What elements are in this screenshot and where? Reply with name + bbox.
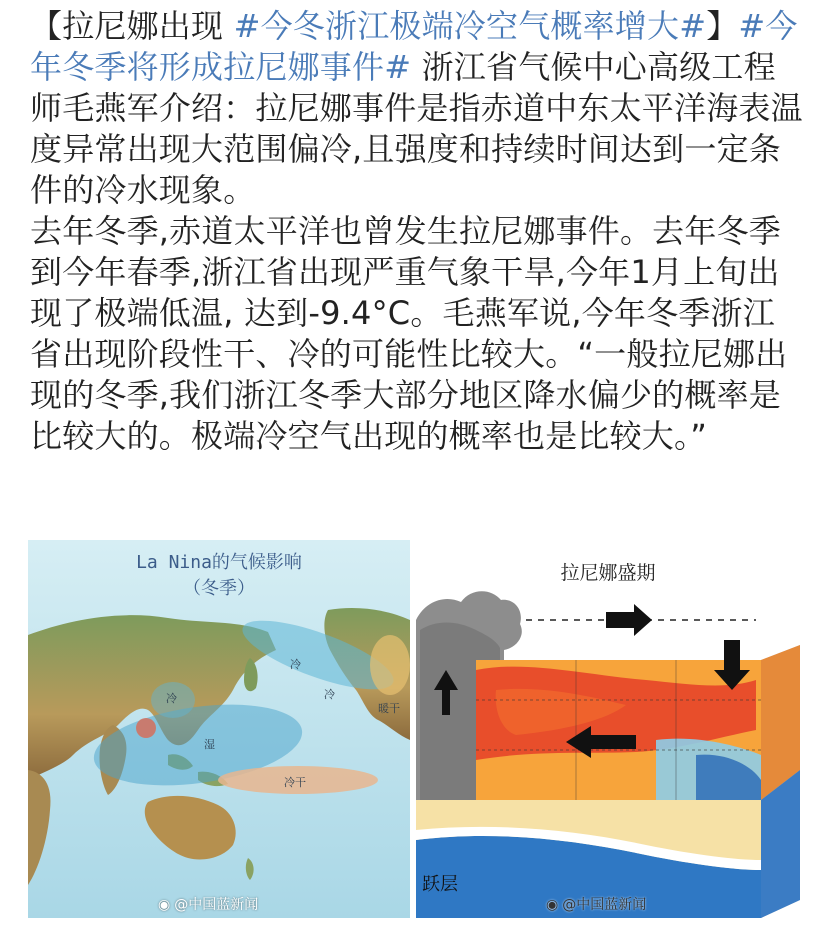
post-paragraph-2: 去年冬季,赤道太平洋也曾发生拉尼娜事件。去年冬季到今年春季,浙江省出现严重气象干旱,今年1月上旬出现了极端低温, 达到-9.4°C。毛燕军说,今年冬季浙江省出现阶段性干、冷的可能性比较大。“一般拉尼娜出现的冬季,我们浙江冬季大部分地区降水偏少的概率是比较大的。极端冷空气出现的概率也是比较大。” (30, 212, 788, 455)
image-gallery (28, 540, 800, 920)
topic-link-2[interactable]: #今年冬季将形成拉尼娜事件# (30, 7, 798, 86)
map-title: La Nina的气候影响 (136, 552, 302, 573)
map-label-cold-dry: 冷干 (284, 776, 306, 789)
post-text (30, 6, 806, 457)
post-paragraph-1 (30, 6, 806, 211)
weibo-icon: ◉ (158, 897, 171, 913)
section-title: 拉尼娜盛期 (560, 562, 656, 584)
topic-link-1[interactable]: #今冬浙江极端冷空气概率增大# (233, 7, 707, 45)
map-label-cold-1: 冷 (290, 658, 301, 671)
watermark-left-text: @中国蓝新闻 (174, 897, 259, 913)
watermark-left (158, 894, 258, 914)
map-label-wet: 湿 (204, 738, 215, 751)
post-bracket-close: 】 (706, 7, 739, 45)
ocean-section-graphic (416, 540, 800, 918)
image-la-nina-peak[interactable] (416, 540, 800, 918)
map-label-cold-3: 冷 (166, 692, 177, 705)
post-body-text: 浙江省气候中心高级工程师毛燕军介绍：拉尼娜事件是指赤道中东太平洋海表温度异常出现大范围偏冷,且强度和持续时间达到一定条件的冷水现象。 (30, 48, 803, 209)
thermocline-label: 跃层 (422, 874, 458, 895)
post-bracket-open: 【拉尼娜出现 (30, 7, 234, 45)
map-label-cold-2: 冷 (324, 688, 335, 701)
map-subtitle: （冬季） (183, 578, 255, 599)
watermark-right (546, 894, 646, 914)
watermark-right-text: @中国蓝新闻 (562, 897, 647, 913)
image-la-nina-map[interactable] (28, 540, 410, 918)
map-label-warm-dry: 暖干 (378, 702, 400, 715)
weibo-icon: ◉ (546, 897, 559, 913)
